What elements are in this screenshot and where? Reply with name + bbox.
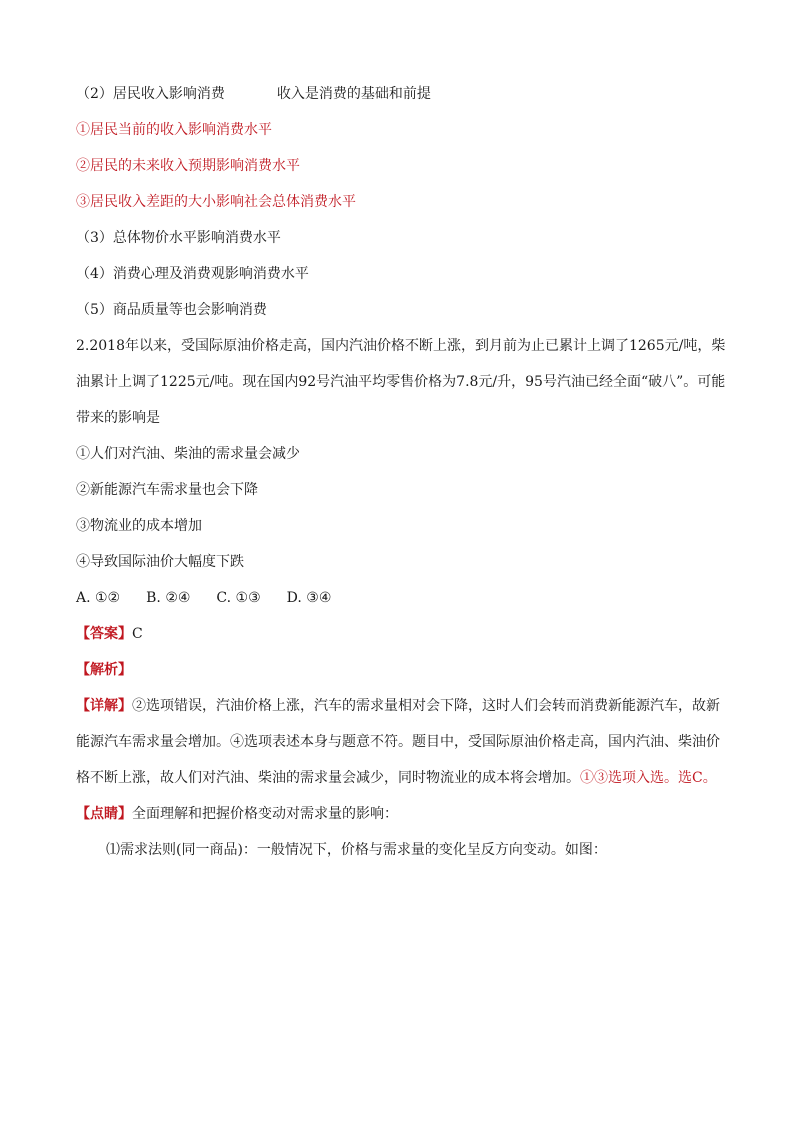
detail-conclusion: ①③选项入选。选C。 (580, 770, 717, 786)
answer-tag: 【答案】 (76, 626, 132, 642)
section2-heading-left: （2）居民收入影响消费 (76, 86, 225, 102)
statement-3: ③物流业的成本增加 (76, 518, 202, 534)
section4-heading: （4）消费心理及消费观影响消费水平 (76, 266, 309, 282)
section3-heading: （3）总体物价水平影响消费水平 (76, 230, 281, 246)
answer-value: C (132, 626, 143, 642)
section2-heading (76, 84, 431, 104)
question2-stem-line-1: 2.2018年以来，受国际原油价格走高，国内汽油价格不断上涨，到月前为止已累计上调了1265元/吨，柴 (76, 338, 726, 354)
detail-line-1 (76, 696, 720, 716)
detail-text-1: ②选项错误，汽油价格上涨，汽车的需求量相对会下降，这时人们会转而消费新能源汽车，故新 (132, 698, 720, 714)
analysis-line (76, 660, 132, 680)
statement-4: ④导致国际油价大幅度下跌 (76, 554, 244, 570)
tip-line (76, 804, 398, 824)
section2-item-2: ②居民的未来收入预期影响消费水平 (76, 158, 300, 174)
statement-1: ①人们对汽油、柴油的需求量会减少 (76, 446, 300, 462)
demand-law-line: ⑴需求法则(同一商品)：一般情况下，价格与需求量的变化呈反方向变动。如图： (106, 842, 607, 858)
detail-line-2: 能源汽车需求量会增加。④选项表述本身与题意不符。题目中，受国际原油价格走高，国内汽油、柴油价 (76, 734, 720, 750)
detail-text-3: 格不断上涨，故人们对汽油、柴油的需求量会减少，同时物流业的成本将会增加。 (76, 770, 580, 786)
tip-tag: 【点睛】 (76, 806, 132, 822)
option-c: C. ①③ (216, 590, 261, 606)
detail-tag: 【详解】 (76, 698, 132, 714)
option-b: B. ②④ (146, 590, 191, 606)
answer-options (76, 588, 357, 608)
section2-item-1: ①居民当前的收入影响消费水平 (76, 122, 272, 138)
section2-heading-right: 收入是消费的基础和前提 (276, 86, 431, 102)
statement-2: ②新能源汽车需求量也会下降 (76, 482, 258, 498)
tip-text: 全面理解和把握价格变动对需求量的影响： (132, 806, 398, 822)
analysis-tag: 【解析】 (76, 662, 132, 678)
answer-line (76, 624, 143, 644)
detail-line-3 (76, 768, 717, 788)
question2-stem-line-3: 带来的影响是 (76, 410, 160, 426)
question2-stem-line-2: 油累计上调了1225元/吨。现在国内92号汽油平均零售价格为7.8元/升，95号汽油已经全面“破八”。可能 (76, 374, 726, 390)
option-d: D. ③④ (286, 590, 332, 606)
section2-item-3: ③居民收入差距的大小影响社会总体消费水平 (76, 194, 356, 210)
section5-heading: （5）商品质量等也会影响消费 (76, 302, 267, 318)
option-a: A. ①② (76, 590, 121, 606)
